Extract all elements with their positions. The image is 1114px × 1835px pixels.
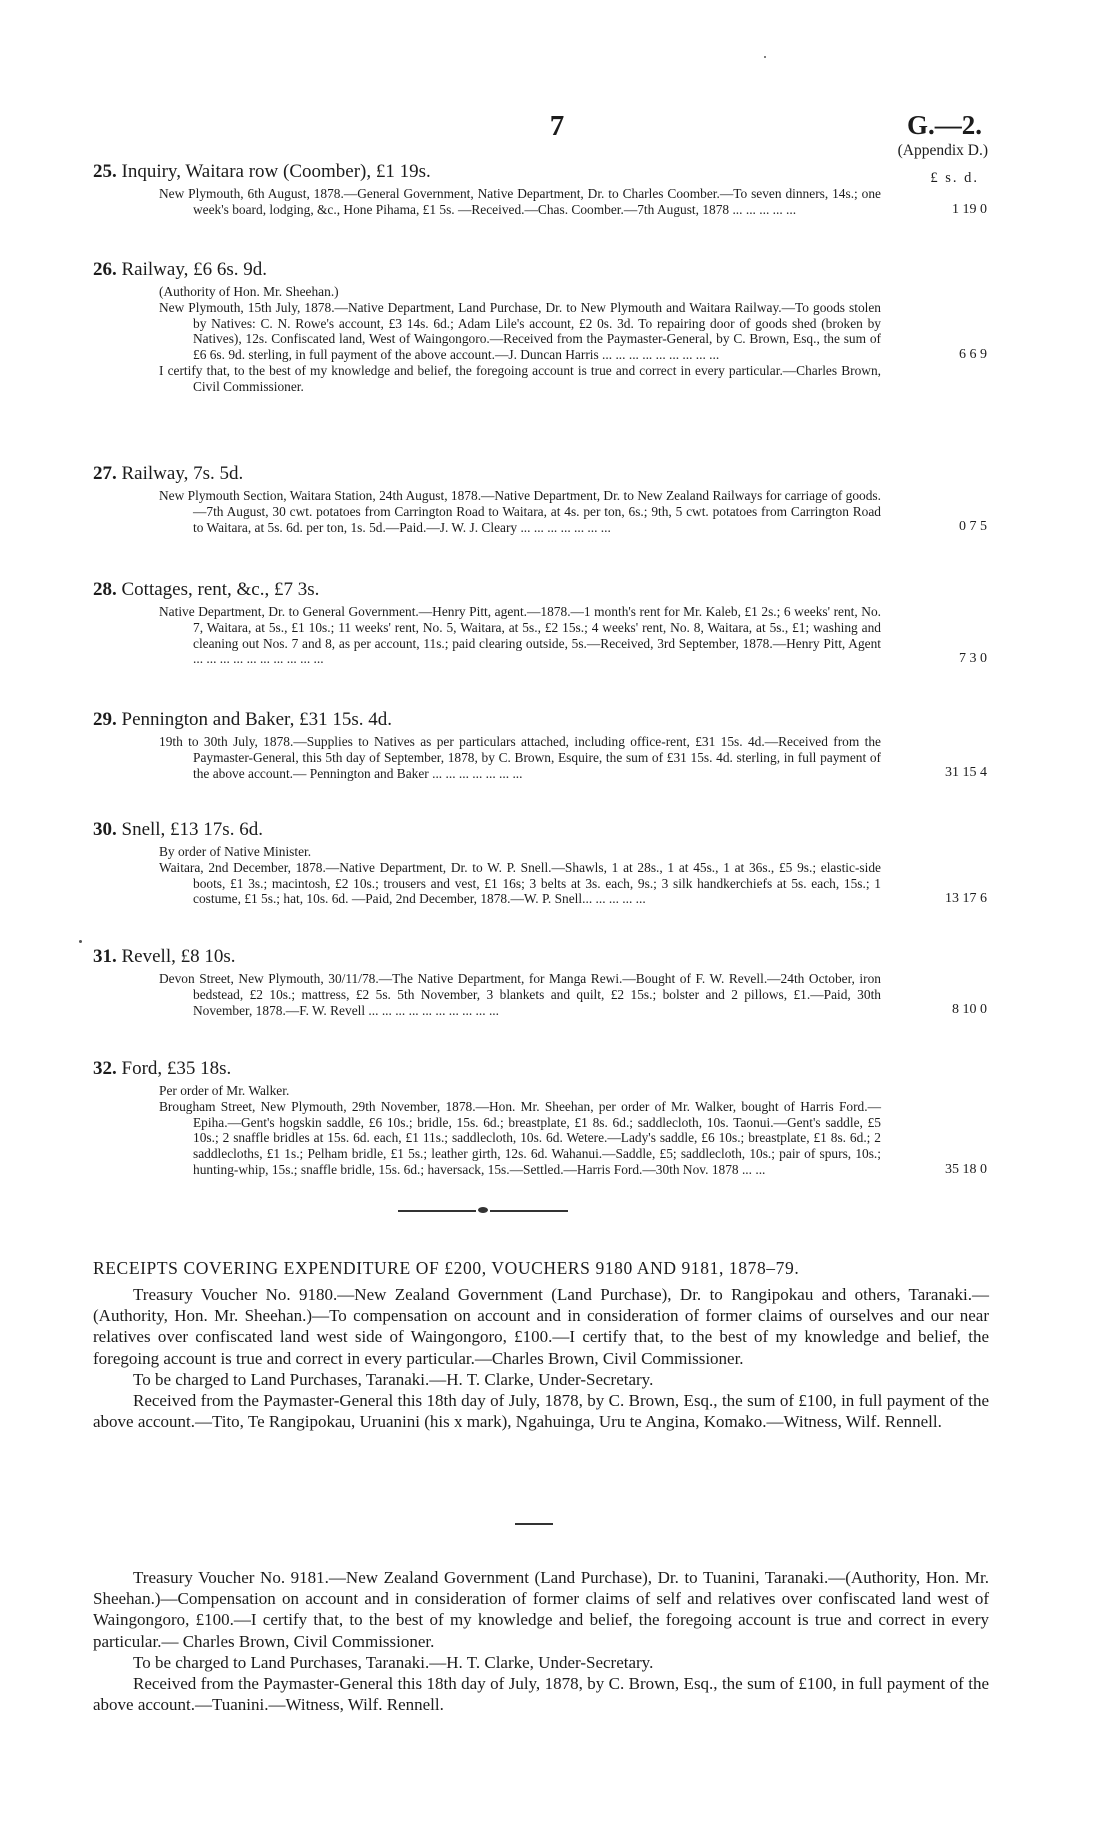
entry-number: 32. [93, 1058, 117, 1079]
entry-body [159, 284, 881, 395]
entry-paragraph: Brougham Street, New Plymouth, 29th November, 1878.—Hon. Mr. Sheehan, per order of Mr. Walker, bought of Harris Ford.—Epiha.—Gent's hogskin saddle, £6 10s.; bridle, 15s. 6d.; breastplate, £1 8s. 6d.; saddlecloth, 10s. Taonui.—Gent's saddle, £5 10s.; 2 snaffle bridles at 15s. 6d. each, £1 11s.; saddlecloth, 10s. 6d. Wetere.—Lady's saddle, £6 10s.; breastplate, £1 8s. 6d.; 2 saddlecloths, £1 1s.; Pelham bridle, £1 5s.; leather girth, 12s. 6d. Wahanui.—Saddle, £5; saddlecloth, 10s.; pair of spurs, 10s.; hunting-whip, 15s.; snaffle bridle, 15s. 6d.; haversack, 15s.—Settled.—Harris Ford.—30th Nov. 1878 ... ... [159, 1098, 881, 1177]
document-reference: G.—2. [906, 110, 982, 140]
entry-title: Railway, £6 6s. 9d. [121, 259, 267, 280]
print-speck [764, 56, 766, 58]
receipts-section [93, 1256, 989, 1432]
entry-number: 28. [93, 579, 117, 600]
entry-paragraph: Waitara, 2nd December, 1878.—Native Department, Dr. to W. P. Snell.—Shawls, 1 at 28s., 1 at 45s., 1 at 36s., £5 9s.; elastic-side boots, £1 3s.; macintosh, £2 10s.; trousers and vest, £1 16s; 3 belts at 3s. each, 9s.; 3 silk handkerchiefs at 5s. each, 15s.; 1 costume, £1 5s.; hat, 10s. 6d. —Paid, 2nd December, 1878.—W. P. Snell... ... ... ... ... [159, 859, 881, 907]
entry-title: Inquiry, Waitara row (Coomber), £1 19s. [121, 161, 431, 182]
entry-28 [93, 578, 987, 667]
receipts-heading: RECEIPTS COVERING EXPENDITURE OF £200, VOUCHERS 9180 AND 9181, 1878–79. [93, 1258, 800, 1278]
entry-number: 29. [93, 709, 117, 730]
entry-amount: 6 6 9 [959, 346, 987, 362]
entry-paragraph: I certify that, to the best of my knowledge and belief, the foregoing account is true and correct in every particular.—Charles Brown, Civil Commissioner. [159, 362, 881, 394]
entry-title: Snell, £13 17s. 6d. [121, 819, 263, 840]
currency-column-header: £ s. d. [930, 170, 979, 186]
entry-31 [93, 945, 987, 1018]
entry-number: 30. [93, 819, 117, 840]
entry-body [159, 971, 881, 1018]
entry-paragraph: Devon Street, New Plymouth, 30/11/78.—The Native Department, for Manga Rewi.—Bought of F. W. Revell.—24th October, iron bedstead, £2 10s.; mattress, £2 5s. 5th November, 3 blankets and quilt, £2 15s.; bolster and 2 pillows, £1.—Paid, 30th November, 1878.—F. W. Revell ... ... ... ... ... ... ... ... ... ... [159, 971, 881, 1018]
entry-paragraph: New Plymouth, 15th July, 1878.—Native Department, Land Purchase, Dr. to New Plymouth and Waitara Railway.—To goods stolen by Natives: C. N. Rowe's account, £3 14s. 6d.; Adam Lile's account, £2 0s. 3d. To repairing door of goods shed (broken by Natives), 12s. Confiscated land, West of Waingongoro.—Received from the Paymaster-General, by C. Brown, Esq., the sum of £6 6s. 9d. sterling, in full payment of the above account.—J. Duncan Harris ... ... ... ... ... ... ... ... ... [159, 299, 881, 363]
entry-32 [93, 1057, 987, 1178]
appendix-label: (Appendix D.) [897, 142, 988, 159]
entry-authority: Per order of Mr. Walker. [159, 1083, 290, 1098]
entry-authority: (Authority of Hon. Mr. Sheehan.) [159, 284, 339, 299]
entry-amount: 35 18 0 [945, 1161, 987, 1177]
entry-paragraph: New Plymouth, 6th August, 1878.—General Government, Native Department, Dr. to Charles Coomber.—To seven dinners, 14s.; one week's board, lodging, &c., Hone Pihama, £1 5s. —Received.—Chas. Coomber.—7th August, 1878 ... ... ... ... ... [159, 186, 881, 217]
voucher-9181-paragraph: Treasury Voucher No. 9181.—New Zealand Government (Land Purchase), Dr. to Tuanini, Taranaki.—(Authority, Hon. Mr. Sheehan.)—Compensation on account and in consideration of former claims of self and relatives over confiscated land west of Waingongoro, £100.—I certify that, to the best of my knowledge and belief, the foregoing account is true and correct in every particular.— Charles Brown, Civil Commissioner. [93, 1568, 989, 1651]
entry-amount: 1 19 0 [952, 201, 987, 217]
voucher-9181-charge: To be charged to Land Purchases, Taranaki.—H. T. Clarke, Under-Secretary. [133, 1652, 654, 1672]
entry-paragraph: New Plymouth Section, Waitara Station, 24th August, 1878.—Native Department, Dr. to New Zealand Railways for carriage of goods.—7th August, 30 cwt. potatoes from Carrington Road to Waitara, at 4s. per ton, 6s.; 9th, 5 cwt. potatoes from Carrington Road to Waitara, at 5s. 6d. per ton, 1s. 5d.—Paid.—J. W. J. Cleary ... ... ... ... ... ... ... [159, 488, 881, 535]
entry-29 [93, 708, 987, 781]
entry-amount: 31 15 4 [945, 765, 987, 781]
entry-amount: 7 3 0 [959, 651, 987, 667]
voucher-9181-receipt: Received from the Paymaster-General this 18th day of July, 1878, by C. Brown, Esq., the sum of £100, in full payment of the above account.—Tuanini.—Witness, Wilf. Rennell. [93, 1674, 989, 1715]
entry-amount: 13 17 6 [945, 891, 987, 907]
entry-25 [93, 160, 987, 218]
voucher-9181-section [93, 1567, 989, 1715]
entry-26 [93, 258, 987, 395]
entry-authority: By order of Native Minister. [159, 844, 312, 859]
voucher-9180-charge: To be charged to Land Purchases, Taranaki.—H. T. Clarke, Under-Secretary. [133, 1369, 654, 1389]
ornamental-divider [398, 1207, 568, 1215]
entry-body [159, 844, 881, 907]
page-number: 7 [549, 110, 565, 142]
entry-number: 27. [93, 463, 117, 484]
voucher-9180-receipt: Received from the Paymaster-General this 18th day of July, 1878, by C. Brown, Esq., the sum of £100, in full payment of the above account.—Tito, Te Rangipokau, Uruanini (his x mark), Ngahuinga, Uru te Angina, Komako.—Witness, Wilf. Rennell. [93, 1391, 989, 1432]
entry-amount: 8 10 0 [952, 1002, 987, 1018]
entry-body [159, 604, 881, 667]
entry-paragraph: 19th to 30th July, 1878.—Supplies to Natives as per particulars attached, including office-rent, £31 15s. 4d.—Received from the Paymaster-General, this 5th day of September, 1878, by C. Brown, Esquire, the sum of £31 15s. 4d. sterling, in full payment of the above account.— Pennington and Baker ... ... ... ... ... ... ... [159, 734, 881, 781]
entry-title: Revell, £8 10s. [121, 946, 236, 967]
entry-27 [93, 462, 987, 535]
entry-body [159, 734, 881, 781]
entry-number: 26. [93, 259, 117, 280]
print-speck [79, 940, 82, 943]
entry-title: Railway, 7s. 5d. [121, 463, 244, 484]
section-rule [515, 1523, 553, 1525]
entry-title: Ford, £35 18s. [121, 1058, 232, 1079]
entry-number: 25. [93, 161, 117, 182]
voucher-9180-paragraph: Treasury Voucher No. 9180.—New Zealand Government (Land Purchase), Dr. to Rangipokau and others, Taranaki.—(Authority, Hon. Mr. Sheehan.)—To compensation on account and in consideration of former claims of ourselves and our near relatives over confiscated land west side of Waingongoro, £100.—I certify that, to the best of my knowledge and belief, the foregoing account is true and correct in every particular.—Charles Brown, Civil Commissioner. [93, 1285, 989, 1368]
entry-paragraph: Native Department, Dr. to General Government.—Henry Pitt, agent.—1878.—1 month's rent for Mr. Kaleb, £1 2s.; 6 weeks' rent, No. 7, Waitara, at 5s., £1 10s.; 11 weeks' rent, No. 5, Waitara, at 5s., £2 15s.; 4 weeks' rent, No. 8, Waitara, at 5s., £1; washing and cleaning out Nos. 7 and 8, as per account, 11s.; paid clearing outside, 5s.—Received, 3rd September, 1878.—Henry Pitt, Agent ... ... ... ... ... ... ... ... ... ... [159, 604, 881, 667]
entry-body [159, 488, 881, 535]
entry-number: 31. [93, 946, 117, 967]
entry-30 [93, 818, 987, 907]
entry-title: Cottages, rent, &c., £7 3s. [121, 579, 320, 600]
entry-amount: 0 7 5 [959, 519, 987, 535]
entry-body [159, 1083, 881, 1178]
entry-title: Pennington and Baker, £31 15s. 4d. [121, 709, 392, 730]
entry-body [159, 186, 881, 218]
